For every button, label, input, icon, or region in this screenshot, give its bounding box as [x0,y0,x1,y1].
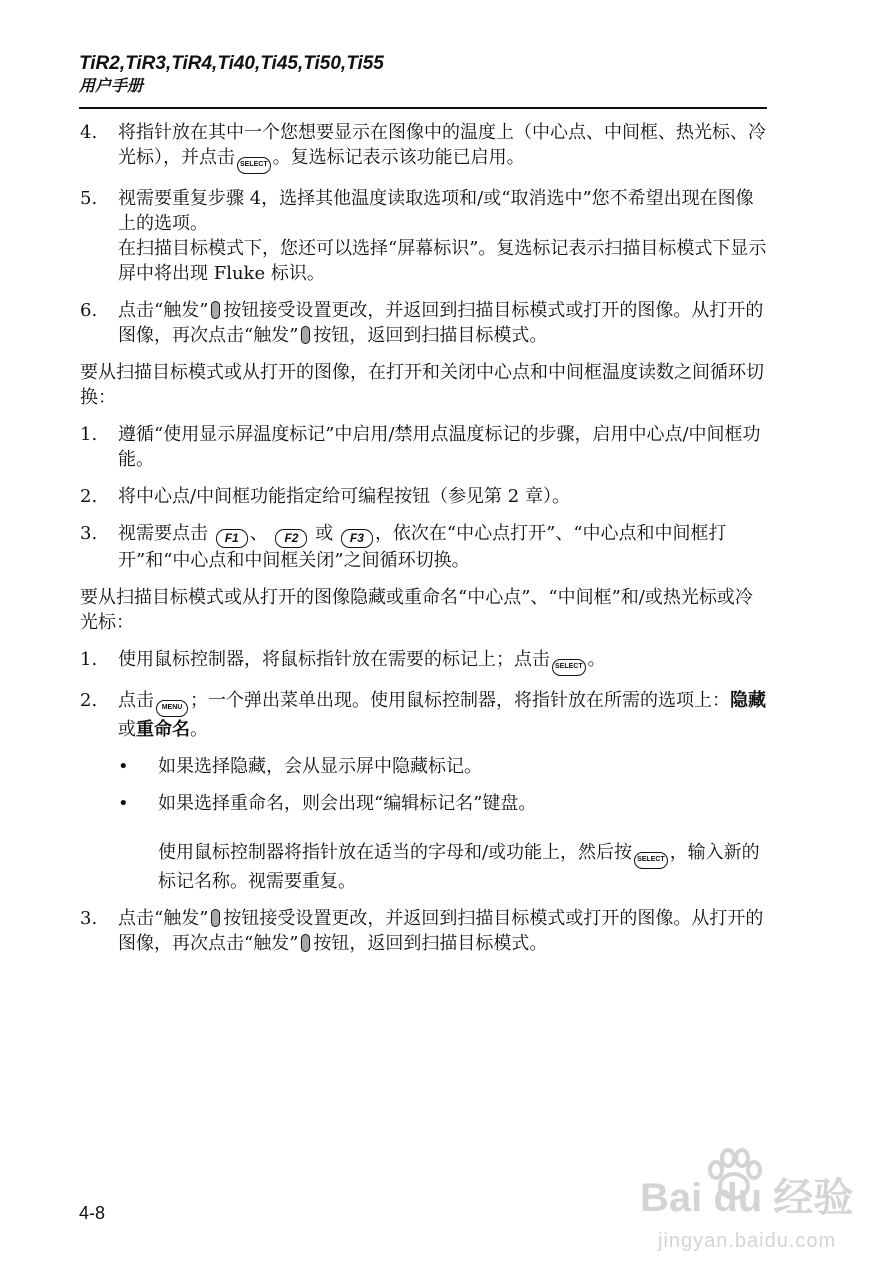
intro-paragraph: 要从扫描目标模式或从打开的图像，在打开和关闭中心点和中间框温度读数之间循环切换： [80,362,764,408]
step-b1: 1. 遵循“使用显示屏温度标记”中启用/禁用点温度标记的步骤，启用中心点/中间框功能。 [80,424,761,470]
f1-key-icon: F1 [216,529,248,548]
step-number: 4. [80,122,98,143]
trigger-button-icon [301,934,310,952]
manual-subtitle: 用户手册 [79,78,144,95]
bullet-item: • 如果选择隐藏，会从显示屏中隐藏标记。 [118,756,482,777]
step-number: 3. [80,523,98,544]
baidu-watermark [640,1148,880,1268]
select-key-icon: SELECT [634,852,668,869]
bullet-icon: • [118,756,129,777]
trigger-button-icon [211,909,220,927]
page-content [80,120,770,968]
step-number: 2. [80,690,98,711]
intro-paragraph: 要从扫描目标模式或从打开的图像隐藏或重命名“中心点”、“中间框”和/或热光标或冷光标： [80,587,753,633]
step-a5: 5. 视需要重复步骤 4，选择其他温度读取选项和/或“取消选中”您不希望出现在图像上的选项。 在扫描目标模式下，您还可以选择“屏幕标识”。复选标记表示扫描目标模式下显示屏中将出现 Fluke 标识。 [80,188,767,284]
page-header [79,52,767,98]
step-b2: 2. 将中心点/中间框功能指定给可编程按钮（参见第 2 章）。 [80,486,570,507]
step-number: 3. [80,908,98,929]
rename-option: 重命名 [136,719,190,740]
step-b3: 3. 视需要点击 F1 、 F2 或 F3 ，依次在“中心点打开”、“中心点和中间框打开”和“中心点和中间框关闭”之间循环切换。 [80,523,727,571]
bullet-icon: • [118,793,129,814]
bullet-item: • 如果选择重命名，则会出现“编辑标记名”键盘。 [118,793,537,814]
step-c1: 1. 使用鼠标控制器，将鼠标指针放在需要的标记上；点击 SELECT 。 [80,647,770,676]
trigger-button-icon [301,326,310,344]
header-rule [79,107,767,109]
model-list: TiR2,TiR3,TiR4,Ti40,Ti45,Ti50,Ti55 [79,53,384,74]
hide-option: 隐藏 [730,690,766,711]
f2-key-icon: F2 [275,529,307,548]
watermark-url: jingyan.baidu.com [658,1230,837,1252]
select-key-icon: SELECT [552,659,586,676]
watermark-logo: Bai du 经验 [640,1176,854,1220]
step-c2: 2. 点击 MENU ；一个弹出菜单出现。使用鼠标控制器，将指针放在所需的选项上：隐藏或重命名。 [80,690,766,740]
page-number: 4-8 [79,1203,106,1223]
step-number: 1. [80,424,98,445]
trigger-button-icon [211,301,220,319]
step-c3: 3. 点击“触发” 按钮接受设置更改，并返回到扫描目标模式或打开的图像。从打开的图像，再次点击“触发” 按钮，返回到扫描目标模式。 [80,908,764,954]
step-number: 1. [80,649,98,670]
step-number: 2. [80,486,98,507]
step-a6: 6. 点击“触发” 按钮接受设置更改，并返回到扫描目标模式或打开的图像。从打开的图像，再次点击“触发” 按钮，返回到扫描目标模式。 [80,300,764,346]
step-a4: 4. 将指针放在其中一个您想要显示在图像中的温度上（中心点、中间框、热光标、冷光标），并点击 SELECT 。复选标记表示该功能已启用。 [80,120,770,174]
step-number: 6. [80,300,98,321]
rename-note: 使用鼠标控制器将指针放在适当的字母和/或功能上，然后按 SELECT ，输入新的标记名称。视需要重复。 [158,842,760,892]
step-number: 5. [80,188,98,209]
select-key-icon: SELECT [237,157,271,174]
menu-key-icon: MENU [156,700,188,717]
f3-key-icon: F3 [341,529,373,548]
